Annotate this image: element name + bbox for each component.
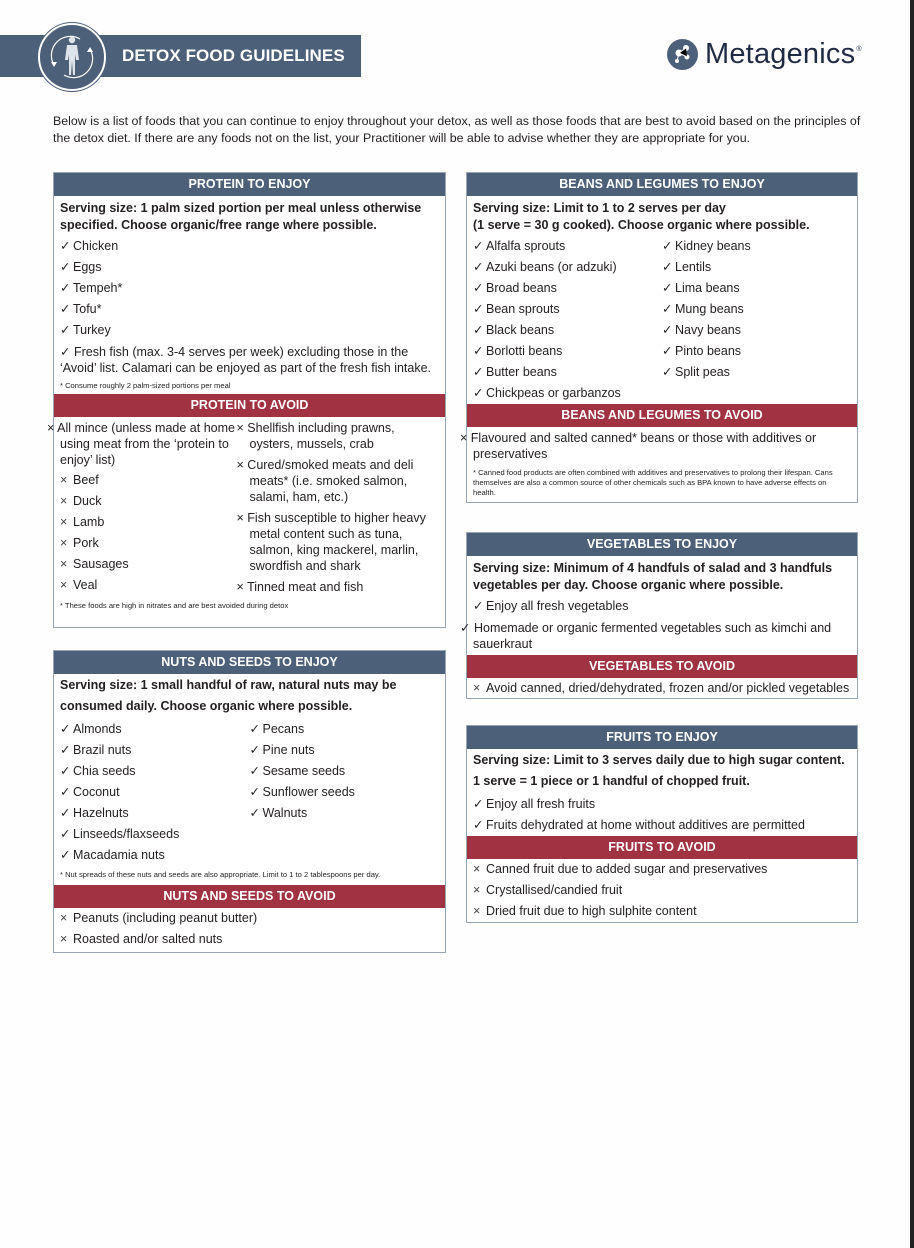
- list-item: ✓ Fresh fish (max. 3-4 serves per week) excluding those in the ‘Avoid’ list. Calamari can be enjoyed as part of the fresh fish intake.: [60, 345, 432, 375]
- list-item: ✓ Homemade or organic fermented vegetables such as kimchi and sauerkraut: [460, 621, 832, 651]
- list-item: ✓ Alfalfa sprouts: [473, 236, 662, 257]
- protein-avoid-list: [47, 417, 445, 597]
- check-icon: ✓: [60, 260, 71, 274]
- list-item: × Peanuts (including peanut butter): [60, 908, 439, 929]
- list-item: × Tinned meat and fish: [236, 580, 364, 594]
- list-item: ✓ Chickpeas or garbanzos: [473, 383, 662, 404]
- check-icon: ✓: [249, 722, 260, 736]
- protein-enjoy-header: PROTEIN TO ENJOY: [54, 173, 445, 196]
- list-item: × Roasted and/or salted nuts: [60, 929, 439, 950]
- vegetables-avoid-header: VEGETABLES TO AVOID: [467, 655, 857, 678]
- check-icon: ✓: [662, 302, 673, 316]
- list-item: ✓ Chicken: [60, 236, 439, 257]
- list-item: × Pork: [60, 533, 250, 554]
- cross-icon: ×: [236, 511, 244, 525]
- cross-icon: ×: [460, 431, 468, 445]
- list-item: ✓ Sesame seeds: [250, 761, 440, 782]
- vegetables-card: [460, 532, 858, 699]
- cross-icon: ×: [236, 458, 244, 472]
- list-item: × Canned fruit due to added sugar and preservatives: [473, 859, 851, 880]
- protein-serving-size: Serving size: 1 palm sized portion per meal unless otherwise specified. Choose organic/free range where possible.: [60, 201, 422, 232]
- list-item: × Sausages: [60, 554, 250, 575]
- cross-icon: ×: [236, 580, 244, 594]
- list-item: ✓ Broad beans: [473, 278, 662, 299]
- list-item: ✓ Eggs: [60, 257, 439, 278]
- beans-avoid-header: BEANS AND LEGUMES TO AVOID: [467, 404, 857, 427]
- list-item: ✓ Bean sprouts: [473, 299, 662, 320]
- check-icon: ✓: [249, 764, 260, 778]
- beans-serving-size: Serving size: Limit to 1 to 2 serves per day (1 serve = 30 g cooked). Choose organic where possible.: [473, 201, 810, 232]
- list-item: ✓ Pine nuts: [250, 740, 440, 761]
- check-icon: ✓: [60, 722, 71, 736]
- beans-enjoy-header: BEANS AND LEGUMES TO ENJOY: [467, 173, 857, 196]
- nuts-serving-size: Serving size: 1 small handful of raw, natural nuts may be consumed daily. Choose organic where possible.: [60, 678, 397, 713]
- cross-icon: ×: [47, 421, 55, 435]
- registered-mark: ®: [856, 46, 862, 53]
- vegetables-enjoy-list: [460, 596, 857, 655]
- list-item: ✓ Enjoy all fresh vegetables: [473, 596, 851, 617]
- list-item: ✓ Kidney beans: [662, 236, 851, 257]
- fruits-enjoy-list: [467, 794, 857, 836]
- list-item: ✓ Pecans: [250, 719, 440, 740]
- check-icon: ✓: [460, 621, 471, 635]
- list-item: ✓ Coconut: [60, 782, 250, 803]
- cross-icon: ×: [60, 932, 68, 946]
- vegetables-enjoy-header: VEGETABLES TO ENJOY: [467, 533, 857, 556]
- page-edge-scrollbar: [910, 0, 914, 1248]
- check-icon: ✓: [473, 797, 484, 811]
- check-icon: ✓: [662, 365, 673, 379]
- fruits-avoid-list: [467, 859, 857, 922]
- list-item: × Beef: [60, 470, 250, 491]
- beans-avoid-footnote: * Canned food products are often combined with additives and preservatives to prolong their lifespan. Cans themselves are also a common source of other chemicals such as BPA known to have adverse effects on health.: [473, 468, 833, 497]
- check-icon: ✓: [473, 281, 484, 295]
- check-icon: ✓: [60, 302, 71, 316]
- check-icon: ✓: [60, 345, 71, 359]
- check-icon: ✓: [249, 806, 260, 820]
- protein-card: [47, 172, 446, 628]
- nuts-avoid-list: [54, 908, 445, 950]
- molecule-logo-icon: [667, 39, 698, 70]
- page-title: DETOX FOOD GUIDELINES: [122, 46, 345, 65]
- list-item: ✓ Chia seeds: [60, 761, 250, 782]
- check-icon: ✓: [473, 818, 484, 832]
- cross-icon: ×: [60, 494, 68, 508]
- beans-card: [460, 172, 858, 503]
- list-item: ✓ Navy beans: [662, 320, 851, 341]
- list-item: × Duck: [60, 491, 250, 512]
- check-icon: ✓: [60, 281, 71, 295]
- cross-icon: ×: [60, 911, 68, 925]
- list-item: ✓ Sunflower seeds: [250, 782, 440, 803]
- vegetables-serving-size: Serving size: Minimum of 4 handfuls of salad and 3 handfuls vegetables per day. Choose organic where possible.: [473, 561, 833, 592]
- protein-enjoy-list: [54, 236, 445, 378]
- list-item: × Avoid canned, dried/dehydrated, frozen and/or pickled vegetables: [473, 678, 851, 699]
- beans-enjoy-list: [467, 236, 857, 404]
- list-item: ✓ Fruits dehydrated at home without additives are permitted: [473, 815, 851, 836]
- check-icon: ✓: [60, 743, 71, 757]
- beans-avoid-list: [460, 427, 857, 464]
- list-item: ✓ Turkey: [60, 320, 439, 341]
- cross-icon: ×: [60, 515, 68, 529]
- vegetables-avoid-list: [467, 678, 857, 699]
- cross-icon: ×: [473, 883, 481, 897]
- check-icon: ✓: [60, 239, 71, 253]
- list-item: × Fish susceptible to higher heavy metal content such as tuna, salmon, king mackerel, marlin, swordfish and shark: [236, 511, 426, 573]
- brand-logo: [667, 38, 861, 71]
- list-item: ✓ Tempeh*: [60, 278, 439, 299]
- list-item: × Veal: [60, 575, 250, 596]
- list-item: ✓ Lentils: [662, 257, 851, 278]
- check-icon: ✓: [249, 743, 260, 757]
- check-icon: ✓: [662, 344, 673, 358]
- check-icon: ✓: [60, 848, 71, 862]
- list-item: × Lamb: [60, 512, 250, 533]
- list-item: ✓ Pinto beans: [662, 341, 851, 362]
- list-item: ✓ Hazelnuts: [60, 803, 250, 824]
- nuts-enjoy-list: [54, 719, 445, 866]
- check-icon: ✓: [473, 599, 484, 613]
- human-body-cycle-icon: [40, 25, 104, 89]
- list-item: × Crystallised/candied fruit: [473, 880, 851, 901]
- list-item: ✓ Lima beans: [662, 278, 851, 299]
- check-icon: ✓: [473, 344, 484, 358]
- check-icon: ✓: [473, 239, 484, 253]
- protein-enjoy-footnote: * Consume roughly 2 palm-sized portions per meal: [60, 381, 231, 390]
- fruits-card: [466, 725, 858, 923]
- list-item: ✓ Azuki beans (or adzuki): [473, 257, 662, 278]
- list-item: × All mince (unless made at home using meat from the ‘protein to enjoy’ list): [47, 421, 235, 467]
- cross-icon: ×: [60, 557, 68, 571]
- list-item: × Shellfish including prawns, oysters, mussels, crab: [236, 421, 395, 451]
- cross-icon: ×: [60, 578, 68, 592]
- list-item: ✓ Almonds: [60, 719, 250, 740]
- list-item: ✓ Walnuts: [250, 803, 440, 824]
- check-icon: ✓: [473, 386, 484, 400]
- check-icon: ✓: [60, 827, 71, 841]
- list-item: ✓ Butter beans: [473, 362, 662, 383]
- list-item: ✓ Macadamia nuts: [60, 845, 250, 866]
- cross-icon: ×: [236, 421, 244, 435]
- list-item: ✓ Borlotti beans: [473, 341, 662, 362]
- check-icon: ✓: [662, 323, 673, 337]
- list-item: ✓ Tofu*: [60, 299, 439, 320]
- list-item: ✓ Mung beans: [662, 299, 851, 320]
- cross-icon: ×: [473, 862, 481, 876]
- nuts-enjoy-footnote: * Nut spreads of these nuts and seeds are also appropriate. Limit to 1 to 2 tablespoons per day.: [60, 870, 381, 879]
- list-item: × Dried fruit due to high sulphite content: [473, 901, 851, 922]
- list-item: ✓ Black beans: [473, 320, 662, 341]
- check-icon: ✓: [473, 365, 484, 379]
- brand-name: Metagenics: [705, 38, 856, 70]
- check-icon: ✓: [60, 785, 71, 799]
- list-item: × Cured/smoked meats and deli meats* (i.e. smoked salmon, salami, ham, etc.): [236, 458, 414, 504]
- check-icon: ✓: [60, 806, 71, 820]
- intro-text: Below is a list of foods that you can continue to enjoy throughout your detox, as well as those foods that are best to avoid based on the principles of the detox diet. If there are any foods not on the list, your Practitioner will be able to advise whether they are appropriate for you.: [53, 114, 861, 145]
- cross-icon: ×: [60, 536, 68, 550]
- list-item: × Flavoured and salted canned* beans or those with additives or preservatives: [460, 431, 817, 461]
- check-icon: ✓: [662, 260, 673, 274]
- check-icon: ✓: [249, 785, 260, 799]
- check-icon: ✓: [60, 323, 71, 337]
- cross-icon: ×: [473, 681, 481, 695]
- nuts-avoid-header: NUTS AND SEEDS TO AVOID: [54, 885, 445, 908]
- fruits-enjoy-header: FRUITS TO ENJOY: [467, 726, 857, 749]
- fruits-serving-size: Serving size: Limit to 3 serves daily due to high sugar content. 1 serve = 1 piece or 1 handful of chopped fruit.: [473, 753, 845, 788]
- fruits-avoid-header: FRUITS TO AVOID: [467, 836, 857, 859]
- list-item: ✓ Enjoy all fresh fruits: [473, 794, 851, 815]
- badge: [38, 23, 106, 91]
- list-item: ✓ Brazil nuts: [60, 740, 250, 761]
- cross-icon: ×: [473, 904, 481, 918]
- nuts-card: [53, 650, 446, 953]
- check-icon: ✓: [60, 764, 71, 778]
- list-item: ✓ Linseeds/flaxseeds: [60, 824, 250, 845]
- check-icon: ✓: [473, 302, 484, 316]
- protein-avoid-footnote: * These foods are high in nitrates and are best avoided during detox: [60, 601, 289, 610]
- check-icon: ✓: [473, 260, 484, 274]
- list-item: ✓ Split peas: [662, 362, 851, 383]
- check-icon: ✓: [662, 239, 673, 253]
- nuts-enjoy-header: NUTS AND SEEDS TO ENJOY: [54, 651, 445, 674]
- protein-avoid-header: PROTEIN TO AVOID: [54, 394, 445, 417]
- check-icon: ✓: [473, 323, 484, 337]
- cross-icon: ×: [60, 473, 68, 487]
- check-icon: ✓: [662, 281, 673, 295]
